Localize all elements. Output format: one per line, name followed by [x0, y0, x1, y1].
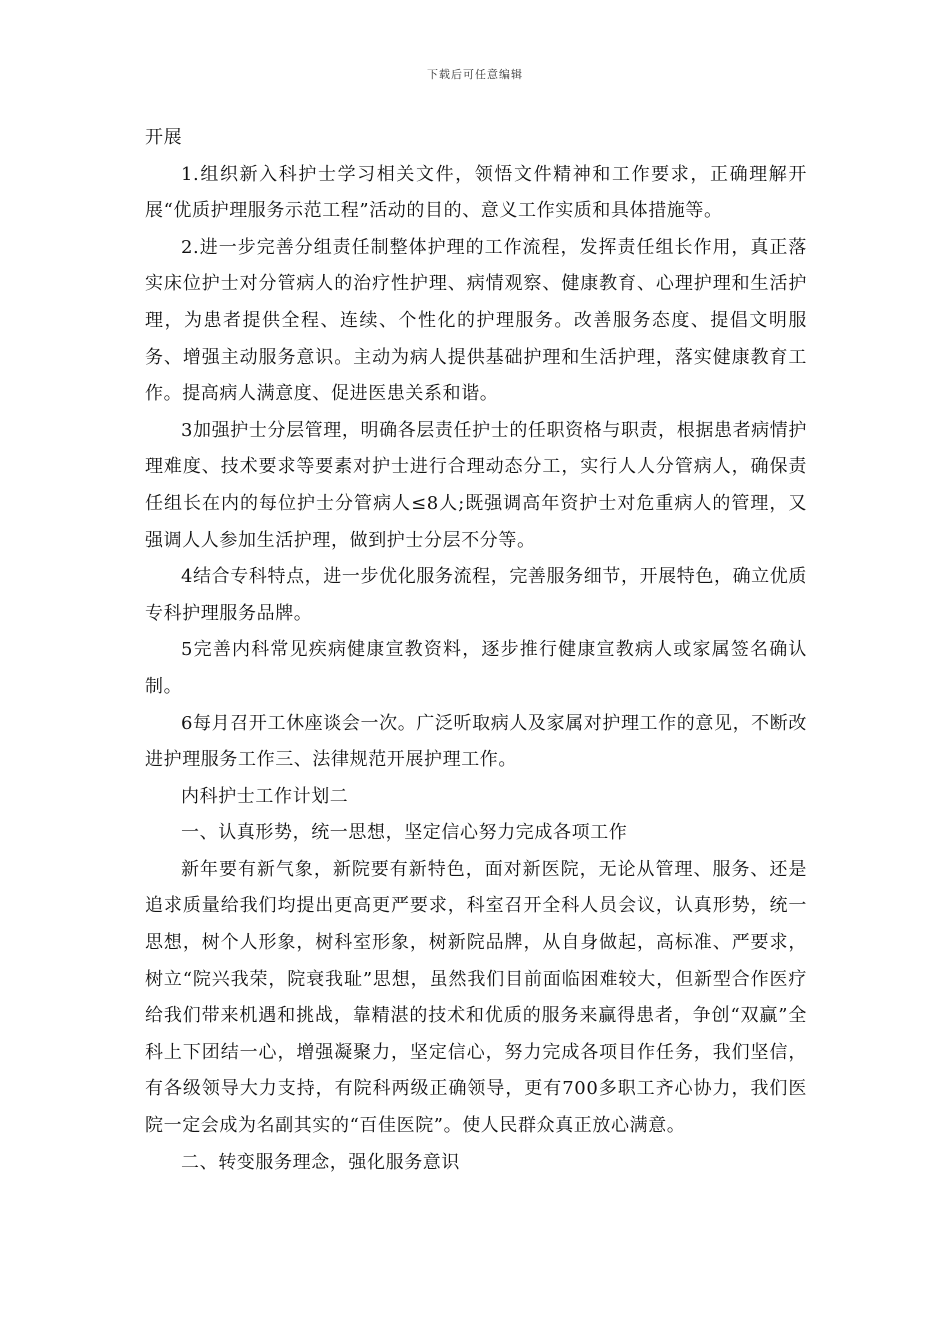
paragraph-item-4: 4结合专科特点，进一步优化服务流程，完善服务细节，开展特色，确立优质专科护理服务品牌。	[145, 566, 807, 624]
section-title-plan-two: 内科护士工作计划二	[181, 785, 349, 807]
document-body	[145, 120, 807, 1181]
paragraph-item-5: 5完善内科常见疾病健康宣教资料，逐步推行健康宣教病人或家属签名确认制。	[145, 639, 807, 697]
paragraph-item-6: 6每月召开工休座谈会一次。广泛听取病人及家属对护理工作的意见，不断改进护理服务工作三、法律规范开展护理工作。	[145, 712, 807, 771]
paragraph-continuation: 开展	[145, 127, 183, 148]
section-heading-2: 二、转变服务理念，强化服务意识	[181, 1151, 460, 1173]
paragraph-item-3: 3加强护士分层管理，明确各层责任护士的任职资格与职责，根据患者病情护理难度、技术要求等要素对护士进行合理动态分工，实行人人分管病人，确保责任组长在内的每位护士分管病人≤8人;既强调高年资护士对危重病人的管理，又强调人人参加生活护理，做到护士分层不分等。	[145, 419, 807, 551]
paragraph-body: 新年要有新气象，新院要有新特色，面对新医院，无论从管理、服务、还是追求质量给我们均提出更高更严要求，科室召开全科人员会议，认真形势，统一思想，树个人形象，树科室形象，树新院品牌，从自身做起，高标准、严要求，树立“院兴我荣，院衰我耻”思想，虽然我们目前面临困难较大，但新型合作医疗给我们带来机遇和挑战，靠精湛的技术和优质的服务来赢得患者，争创“双赢”全科上下团结一心，增强凝聚力，坚定信心，努力完成各项目作任务，我们坚信，有各级领导大力支持，有院科两级正确领导，更有700多职工齐心协力，我们医院一定会成为名副其实的“百佳医院”。使人民群众真正放心满意。	[145, 858, 807, 1137]
paragraph-item-1: 1.组织新入科护士学习相关文件，领悟文件精神和工作要求，正确理解开展“优质护理服务示范工程”活动的目的、意义工作实质和具体措施等。	[145, 163, 807, 222]
page-header: 下载后可任意编辑	[427, 68, 523, 81]
paragraph-item-2: 2.进一步完善分组责任制整体护理的工作流程，发挥责任组长作用，真正落实床位护士对分管病人的治疗性护理、病情观察、健康教育、心理护理和生活护理，为患者提供全程、连续、个性化的护理服务。改善服务态度、提倡文明服务、增强主动服务意识。主动为病人提供基础护理和生活护理，落实健康教育工作。提高病人满意度、促进医患关系和谐。	[145, 236, 807, 405]
section-heading-1: 一、认真形势，统一思想，坚定信心努力完成各项工作	[181, 822, 628, 844]
